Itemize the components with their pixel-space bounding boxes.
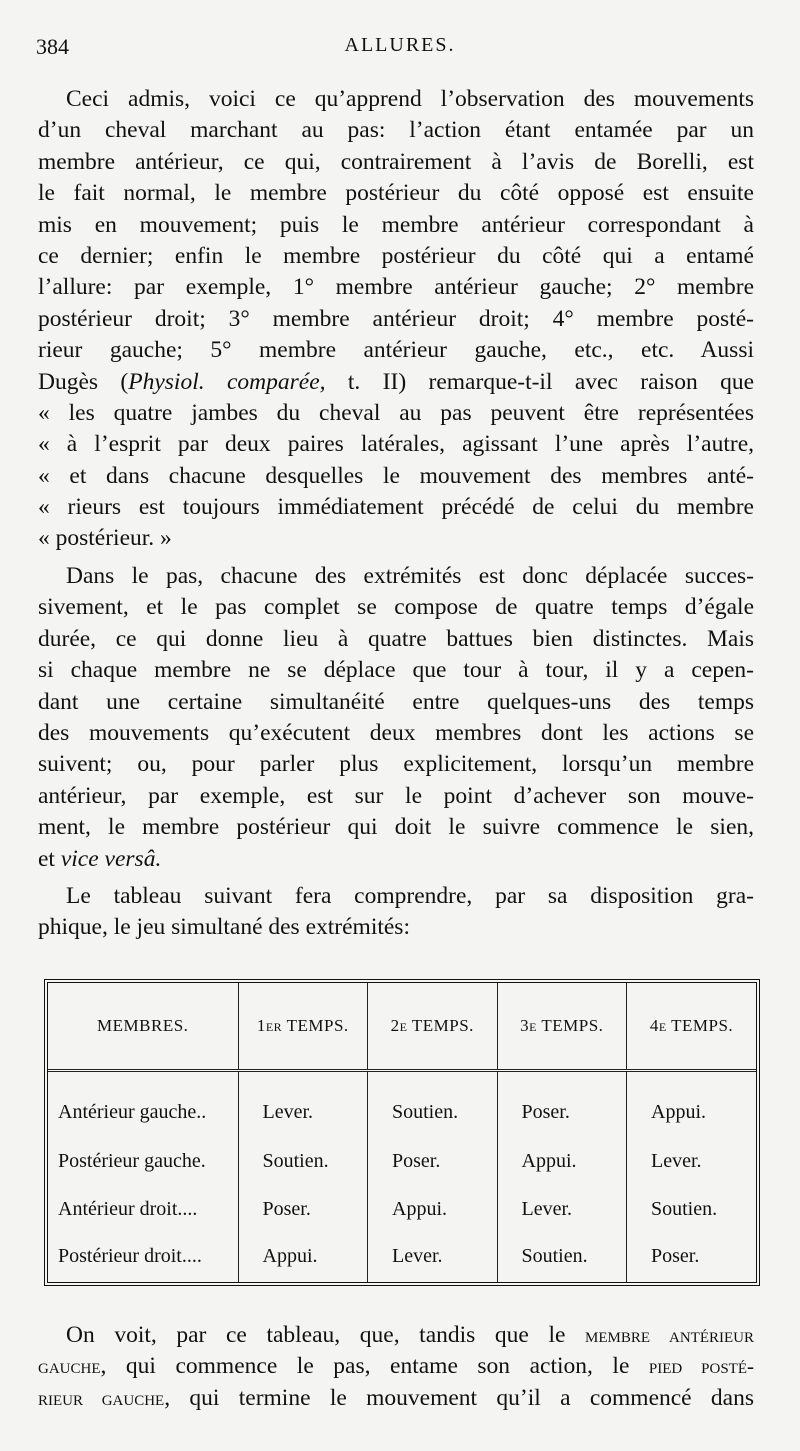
gait-table — [44, 979, 760, 1286]
italic-span: Physiol. comparée, — [128, 368, 326, 395]
text-line: « à l’esprit par deux paires latérales, agissant l’une après l’autre, — [38, 431, 754, 458]
text-line: Dans le pas, chacune des extrémités est donc déplacée succes- — [66, 563, 754, 589]
text-line: dant une certaine simultanéité entre quelques-uns des temps — [38, 688, 754, 715]
text-span: t. II) remarque-t-il avec raison que — [325, 368, 754, 395]
text-span: et — [38, 845, 61, 872]
text-span: Dugès ( — [38, 368, 129, 395]
phase-cell: Lever. — [368, 1234, 498, 1282]
text-line: « postérieur. » — [38, 525, 172, 552]
phase-cell: Appui. — [238, 1234, 368, 1282]
paragraph-3 — [38, 881, 754, 944]
text-line: rieur gauche; 5° membre antérieur gauche, etc., etc. Aussi — [38, 337, 754, 364]
column-header: 1er TEMPS. — [238, 983, 368, 1071]
text-line: « rieurs est toujours immédiatement précédé de celui du membre — [38, 494, 754, 521]
text-line: ce dernier; enfin le membre postérieur du côté qui a entamé — [38, 242, 754, 269]
text-line: durée, ce qui donne lieu à quatre battues bien distinctes. Mais — [38, 625, 754, 652]
chapter-title: ALLURES. — [344, 34, 456, 56]
smallcaps-span: rieur gauche — [38, 1385, 165, 1410]
member-cell: Antérieur gauche.. — [48, 1071, 238, 1139]
table-body — [48, 1071, 756, 1283]
text-line: mis en mouvement; puis le membre antérieur correspondant à — [38, 211, 754, 238]
table-row — [48, 1071, 756, 1139]
table-row — [48, 1139, 756, 1187]
table-row — [48, 1187, 756, 1235]
text-line: si chaque membre ne se déplace que tour à tour, il y a cepen- — [38, 657, 754, 684]
phase-cell: Appui. — [368, 1187, 498, 1235]
text-line: d’un cheval marchant au pas: l’action étant entamée par un — [38, 117, 754, 144]
italic-span: vice versâ. — [60, 845, 162, 872]
table-row — [48, 1234, 756, 1282]
paragraph-2 — [38, 561, 754, 875]
text-line: sivement, et le pas complet se compose de quatre temps d’égale — [38, 594, 754, 621]
page-number: 384 — [36, 34, 69, 59]
phase-cell: Appui. — [651, 1101, 706, 1123]
smallcaps-span: gauche — [38, 1354, 101, 1379]
smallcaps-span: membre antérieur — [585, 1323, 754, 1347]
member-cell: Postérieur gauche. — [48, 1139, 238, 1187]
running-head — [0, 34, 800, 64]
text-line: postérieur droit; 3° membre antérieur droit; 4° membre posté- — [38, 305, 754, 332]
text-line: Le tableau suivant fera comprendre, par sa disposition gra- — [66, 883, 754, 909]
member-cell: Antérieur droit.... — [48, 1187, 238, 1235]
text-line: des mouvements qu’exécutent deux membres dont les actions se — [38, 719, 754, 746]
text-line — [38, 844, 754, 875]
text-line: le fait normal, le membre postérieur du côté opposé est ensuite — [38, 180, 754, 207]
text-line — [38, 1320, 754, 1351]
member-cell: Postérieur droit.... — [48, 1234, 238, 1282]
phase-cell: Poser. — [651, 1245, 700, 1268]
phase-cell: Soutien. — [651, 1197, 718, 1220]
column-header: 3e TEMPS. — [497, 983, 627, 1071]
phase-cell: Lever. — [497, 1187, 627, 1235]
paragraph-4 — [38, 1320, 754, 1414]
text-line — [38, 367, 754, 398]
text-span: On voit, par ce tableau, que, tandis que le — [66, 1322, 586, 1348]
smallcaps-span: pied posté- — [648, 1354, 754, 1379]
text-line: antérieur, par exemple, est sur le point d’achever son mouve- — [38, 782, 754, 809]
table-header-row — [48, 983, 756, 1071]
text-line: Ceci admis, voici ce qu’apprend l’observation des mouvements — [66, 86, 754, 112]
phase-cell: Lever. — [651, 1149, 702, 1172]
text-line: phique, le jeu simultané des extrémités: — [38, 914, 410, 941]
text-line: « et dans chacune desquelles le mouvement des membres anté- — [38, 462, 754, 489]
phase-cell: Soutien. — [497, 1234, 627, 1282]
text-line: l’allure: par exemple, 1° membre antérieur gauche; 2° membre — [38, 274, 754, 301]
column-header: 2e TEMPS. — [368, 983, 498, 1071]
phase-cell: Soutien. — [368, 1071, 498, 1139]
text-line: ment, le membre postérieur qui doit le suivre commence le sien, — [38, 814, 754, 841]
phase-cell: Poser. — [368, 1139, 498, 1187]
phase-cell: Soutien. — [238, 1139, 368, 1187]
text-line: « les quatre jambes du cheval au pas peuvent être représentées — [38, 399, 754, 426]
phase-cell: Poser. — [497, 1071, 627, 1139]
text-span: , qui commence le pas, entame son action, le — [100, 1353, 649, 1380]
phase-cell: Poser. — [238, 1187, 368, 1235]
paragraph-1 — [38, 84, 754, 555]
column-header: MEMBRES. — [48, 983, 238, 1071]
text-line — [38, 1351, 754, 1382]
text-line: membre antérieur, ce qui, contrairement à l’avis de Borelli, est — [38, 148, 754, 175]
text-span: , qui termine le mouvement qu’il a commencé dans — [164, 1384, 754, 1411]
column-header: 4e TEMPS. — [627, 983, 757, 1071]
phase-cell: Lever. — [238, 1071, 368, 1139]
text-line — [38, 1383, 754, 1414]
text-line: suivent; ou, pour parler plus explicitement, lorsqu’un membre — [38, 751, 754, 778]
phase-cell: Appui. — [497, 1139, 627, 1187]
